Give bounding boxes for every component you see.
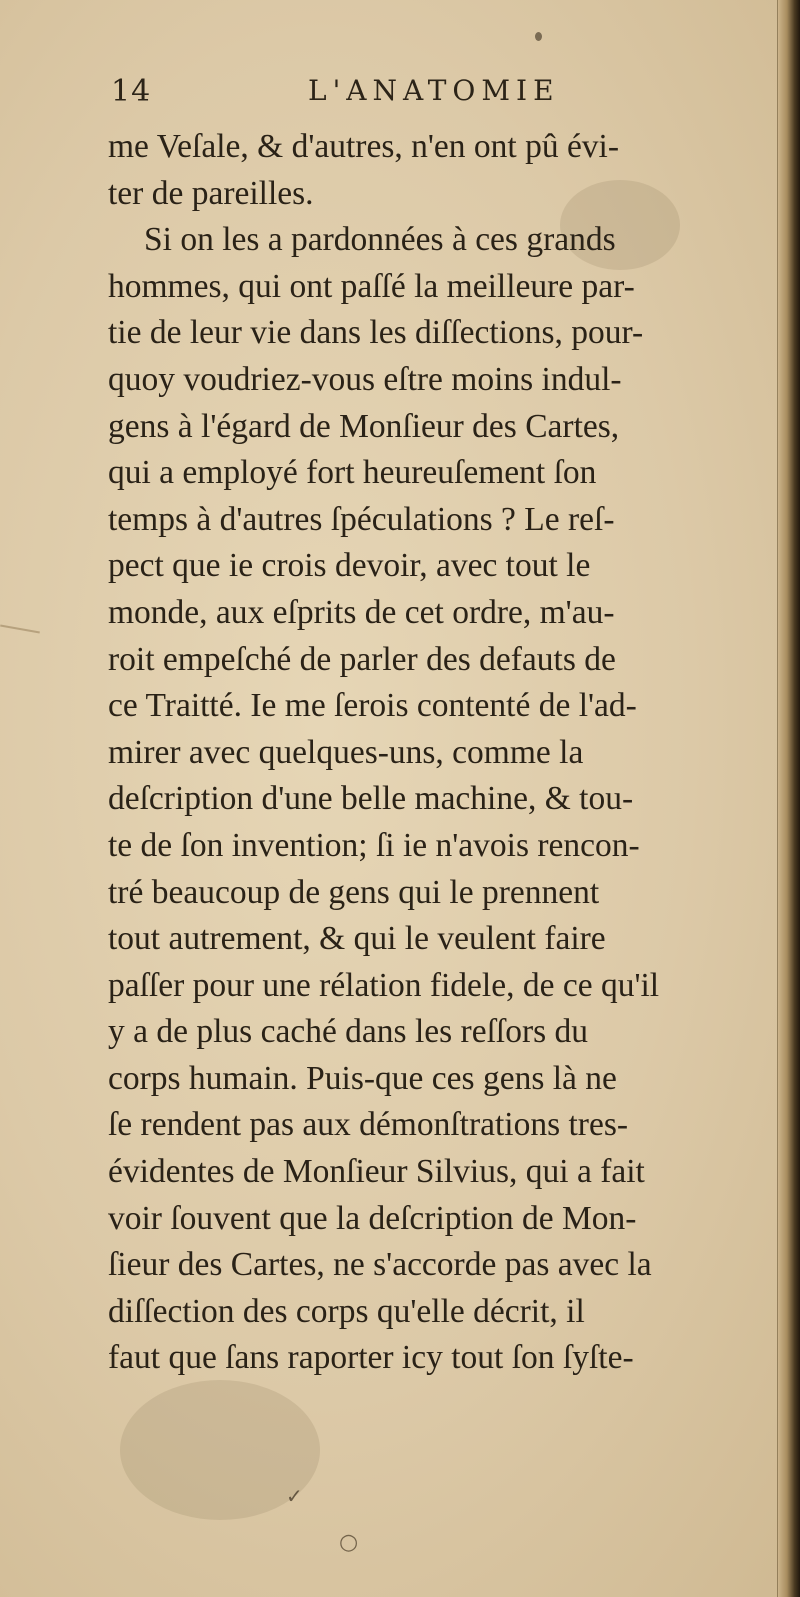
text-line: mirer avec quelques-uns, comme la — [108, 733, 584, 771]
ornament-mark: ○ — [339, 1530, 359, 1555]
text-line: te de ſon invention; ſi ie n'avois rencon- — [108, 826, 640, 864]
text-line: y a de plus caché dans les reſſors du — [108, 1013, 589, 1051]
page-header — [96, 66, 696, 116]
text-line: gens à l'égard de Monſieur des Cartes, — [108, 407, 620, 445]
text-line: monde, aux eſprits de cet ordre, m'au- — [108, 593, 615, 631]
body-text — [108, 124, 760, 1382]
running-title: L'ANATOMIE — [308, 74, 560, 107]
text-line: évidentes de Monſieur Silvius, qui a fait — [108, 1153, 645, 1191]
text-line: ſe rendent pas aux démonſtrations tres- — [108, 1106, 629, 1144]
text-line: faut que ſans raporter icy tout ſon ſyſte- — [108, 1339, 634, 1377]
text-line: tout autrement, & qui le veulent faire — [108, 920, 606, 958]
text-line: hommes, qui ont paſſé la meilleure par- — [108, 267, 635, 305]
text-line: tré beaucoup de gens qui le prennent — [108, 873, 600, 911]
text-line: deſcription d'une belle machine, & tou- — [108, 780, 634, 818]
text-line: voir ſouvent que la deſcription de Mon- — [108, 1199, 637, 1237]
text-line: Si on les a pardonnées à ces grands — [144, 221, 616, 259]
ink-mark: ✓ — [286, 1484, 303, 1508]
book-spine-shadow — [778, 0, 800, 1597]
text-line: diſſection des corps qu'elle décrit, il — [108, 1292, 585, 1330]
text-line: corps humain. Puis-que ces gens là ne — [108, 1059, 617, 1097]
margin-scratch — [0, 625, 40, 634]
text-line: qui a employé fort heureuſement ſon — [108, 454, 597, 492]
text-line: ter de pareilles. — [108, 174, 314, 212]
text-line: tie de leur vie dans les diſſections, pour- — [108, 314, 644, 352]
text-line: paſſer pour une rélation fidele, de ce qu'il — [108, 966, 660, 1004]
page-number: 14 — [111, 74, 152, 109]
text-line: ce Traitté. Ie me ſerois contenté de l'ad- — [108, 687, 637, 725]
ink-dot — [535, 32, 542, 41]
text-line: roit empeſché de parler des defauts de — [108, 640, 616, 678]
text-line: temps à d'autres ſpéculations ? Le reſ- — [108, 500, 615, 538]
text-line: ſieur des Cartes, ne s'accorde pas avec la — [108, 1246, 652, 1284]
text-line: pect que ie crois devoir, avec tout le — [108, 547, 591, 585]
text-line: me Veſale, & d'autres, n'en ont pû évi- — [108, 128, 620, 165]
text-line: quoy voudriez-vous eſtre moins indul- — [108, 360, 622, 398]
